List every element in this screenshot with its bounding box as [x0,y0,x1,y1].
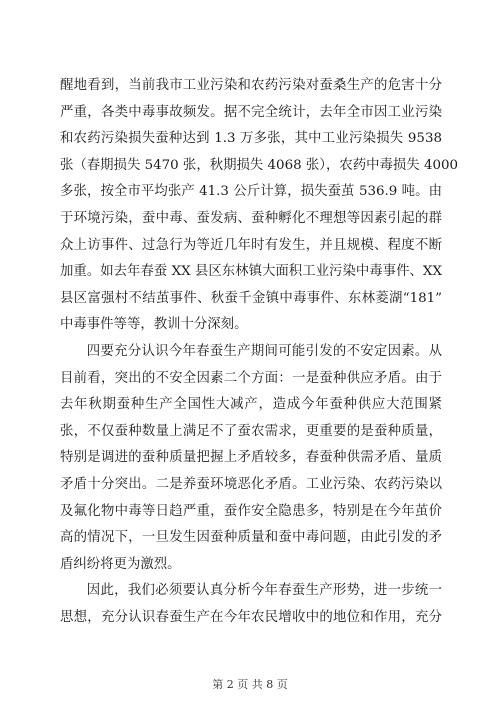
text-line: 醒地看到，当前我市工业污染和农药污染对蚕桑生产的危害十分 [60,78,442,93]
text-line: 加重。如去年春蚕 XX 县区东林镇大面积工业污染中毒事件、XX [60,264,442,280]
text-line: 四要充分认识今年春蚕生产期间可能引发的不安定因素。从 [86,343,442,359]
text-line: 去年秋期蚕种生产全国性大减产，造成今年蚕种供应大范围紧 [60,397,442,413]
body-text [60,73,459,631]
text-line: 于环境污染，蚕中毒、蚕发病、蚕种孵化不理想等因素引起的群 [60,210,442,226]
text-line: 因此，我们必须要认真分析今年春蚕生产形势，进一步统一 [86,583,442,599]
paragraph-1 [60,73,459,339]
text-line: 张（春期损失 5470 张，秋期损失 4068 张），农药中毒损失 4000 [60,157,459,173]
text-line: 盾纠纷将更为激烈。 [60,556,181,572]
text-line: 特别是调进的蚕种质量把握上矛盾较多，春蚕种供需矛盾、量质 [60,450,442,466]
text-line: 严重，各类中毒事故频发。据不完全统计，去年全市因工业污染 [60,104,442,120]
text-line: 高的情况下，一旦发生因蚕种质量和蚕中毒问题，由此引发的矛 [60,530,442,546]
text-line: 中毒事件等等，教训十分深刻。 [60,317,248,333]
page-number: 第 2 页 共 8 页 [212,678,288,691]
text-line: 目前看，突出的不安全因素二个方面：一是蚕种供应矛盾。由于 [60,370,442,386]
text-line: 张，不仅蚕种数量上满足不了蚕农需求，更重要的是蚕种质量， [60,423,442,439]
text-line: 矛盾十分突出。二是养蚕环境恶化矛盾。工业污染、农药污染以 [60,476,442,492]
text-line: 众上访事件、过急行为等近几年时有发生，并且规模、程度不断 [60,237,442,253]
text-line: 多张，按全市平均张产 41.3 公斤计算，损失蚕茧 536.9 吨。由 [60,184,442,200]
paragraph-2 [60,339,442,578]
text-line: 和农药污染损失蚕种达到 1.3 万多张，其中工业污染损失 9538 [60,131,442,147]
text-line: 县区富强村不结茧事件、秋蚕千金镇中毒事件、东林菱湖“181” [60,290,442,306]
paragraph-3 [60,578,442,631]
page-footer [0,676,500,692]
text-line: 及氟化物中毒等日趋严重，蚕作安全隐患多，特别是在今年茧价 [60,503,442,519]
text-line: 思想，充分认识春蚕生产在今年农民增收中的地位和作用，充分 [60,609,442,625]
